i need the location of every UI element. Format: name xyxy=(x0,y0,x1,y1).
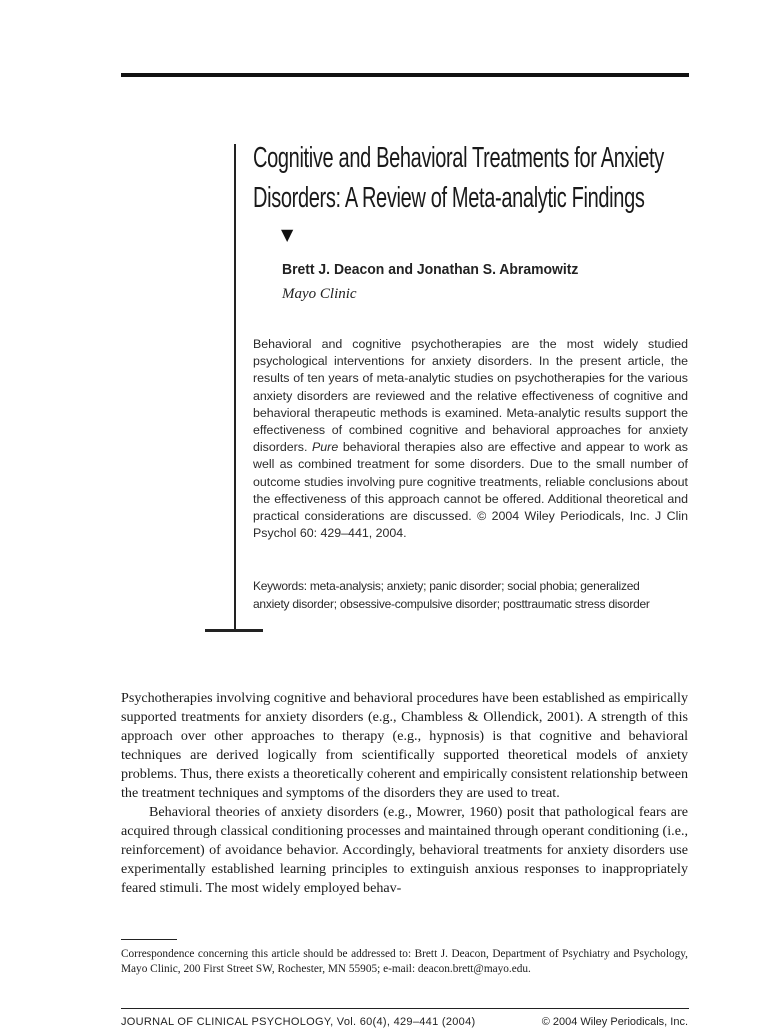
article-title-line-1: Cognitive and Behavioral Treatments for Anxiety xyxy=(253,142,664,174)
article-affiliation: Mayo Clinic xyxy=(282,286,357,302)
abstract-text-part-1: Behavioral and cognitive psychotherapies are the most widely studied psychological interventions for anxiety disorders. In the present article, the results of ten years of meta-analytic studies on psychotherapies for the various anxiety disorders are reviewed and the relative effectiveness of cognitive and behavioral therapeutic methods is examined. Meta-analytic results support the effectiveness of combined cognitive and behavioral approaches for anxiety disorders. xyxy=(253,337,688,455)
abstract-emphasis: Pure xyxy=(312,440,339,455)
title-block-foot-rule xyxy=(205,629,263,632)
keywords xyxy=(253,578,693,613)
keywords-line-1: Keywords: meta-analysis; anxiety; panic disorder; social phobia; generalized xyxy=(253,579,640,593)
article-title-line-2: Disorders: A Review of Meta-analytic Findings xyxy=(253,182,645,214)
body-paragraph-1: Psychotherapies involving cognitive and behavioral procedures have been established as empirically supported treatments for anxiety disorders (e.g., Chambless & Ollendick, 2001). A strength of this approach over other approaches to therapy (e.g., hypnosis) is that cognitive and behavioral techniques are derived logically from scientifically supported theoretical models of anxiety problems. Thus, there exists a theoretically coherent and empirically consistent relationship between the treatment techniques and symptoms of the disorders they are used to treat. xyxy=(121,690,688,801)
body-text xyxy=(121,689,688,898)
abstract-text-part-2: behavioral therapies also are effective and appear to work as well as combined treatment for some disorders. Due to the small number of outcome studies involving pure cognitive treatments, reliable conclusions about the effectiveness of this approach cannot be offered. Additional theoretical and practical considerations are discussed. © 2004 Wiley Periodicals, Inc. J Clin Psychol 60: 429–441, 2004. xyxy=(253,440,688,541)
journal-citation: JOURNAL OF CLINICAL PSYCHOLOGY, Vol. 60(4), 429–441 (2004) xyxy=(121,1016,476,1028)
article-authors: Brett J. Deacon and Jonathan S. Abramowitz xyxy=(282,261,579,278)
triangle-marker-icon: ▼ xyxy=(281,225,294,244)
abstract xyxy=(253,336,688,542)
article-title xyxy=(253,138,664,218)
footer-rule xyxy=(121,1008,689,1009)
footnote-rule xyxy=(121,939,177,940)
title-block-vertical-rule xyxy=(234,144,236,632)
copyright-notice: © 2004 Wiley Periodicals, Inc. xyxy=(541,1016,688,1028)
top-rule xyxy=(121,73,689,77)
keywords-line-2: anxiety disorder; obsessive-compulsive disorder; posttraumatic stress disorder xyxy=(253,596,650,611)
correspondence-footnote: Correspondence concerning this article should be addressed to: Brett J. Deacon, Department of Psychiatry and Psychology, Mayo Clinic, 200 First Street SW, Rochester, MN 55905; e-mail: deacon.brett@mayo.edu. xyxy=(121,948,688,975)
body-paragraph-2: Behavioral theories of anxiety disorders (e.g., Mowrer, 1960) posit that pathological fears are acquired through classical conditioning processes and maintained through operant conditioning (i.e., reinforcement) of avoidance behavior. Accordingly, behavioral treatments for anxiety disorders use experimentally established learning principles to extinguish anxious responses to inappropriately feared stimuli. The most widely employed behav- xyxy=(121,804,688,896)
